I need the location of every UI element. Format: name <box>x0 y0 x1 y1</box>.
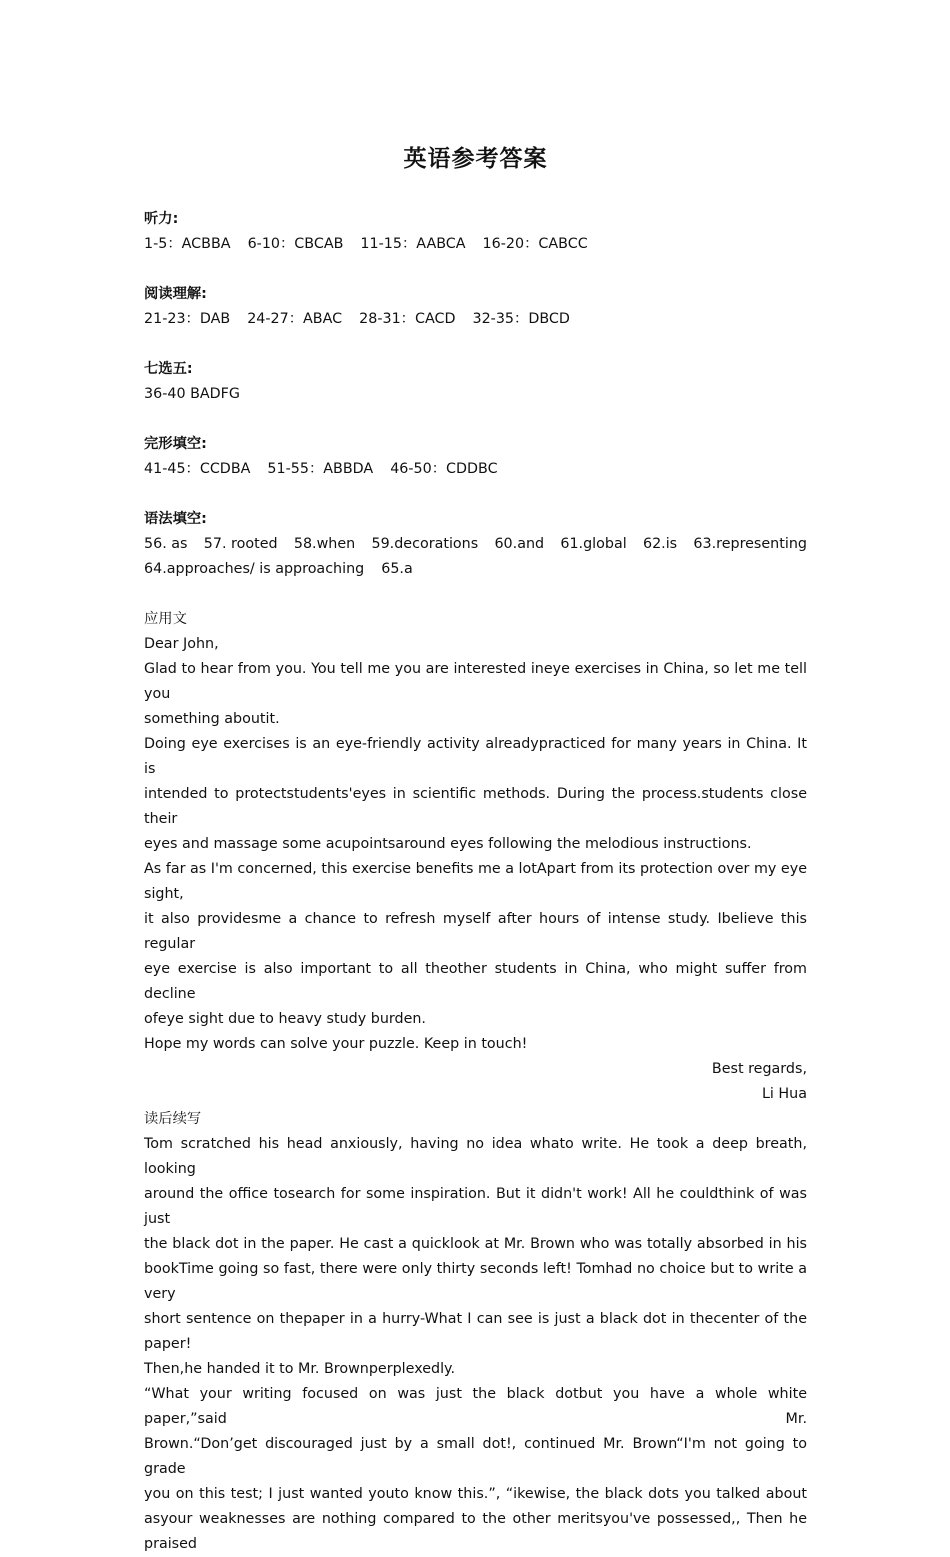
letter-line: Doing eye exercises is an eye-friendly activity alreadypracticed for many years in China. It is <box>144 736 807 777</box>
story-line: bookTime going so fast, there were only thirty seconds left! Tomhad no choice but to write a very <box>144 1261 807 1302</box>
story-line: Then,he handed it to Mr. Brownperplexedly. <box>144 1361 456 1377</box>
cloze-answers <box>144 457 807 482</box>
answer-group: 21-23：DAB <box>144 311 231 327</box>
answer-group: 6-10：CBCAB <box>247 236 344 252</box>
grammar-answer: 63.representing <box>693 536 807 552</box>
letter-line: intended to protectstudents'eyes in scientific methods. During the process.students close their <box>144 786 807 827</box>
writing-heading: 应用文 <box>144 611 187 627</box>
grammar-answer: 58.when <box>293 536 356 552</box>
answer-document <box>144 140 807 1557</box>
story-line: Tom scratched his head anxiously, having no idea whato write. He took a deep breath, looking <box>144 1136 807 1177</box>
grammar-answers-line-1 <box>144 532 807 557</box>
letter-line: something aboutit. <box>144 711 280 727</box>
story-line: you on this test; I just wanted youto know this.”, “ikewise, the black dots you talked about <box>144 1486 807 1502</box>
letter-line: eye exercise is also important to all theother students in China, who might suffer from decline <box>144 961 807 1002</box>
grammar-answer: 59.decorations <box>371 536 479 552</box>
story-line: the black dot in the paper. He cast a quicklook at Mr. Brown who was totally absorbed in his <box>144 1236 807 1252</box>
answer-group: 24-27：ABAC <box>247 311 343 327</box>
letter-line: ofeye sight due to heavy study burden. <box>144 1011 426 1027</box>
seven-choose-five-heading: 七选五: <box>144 361 193 377</box>
seven-choose-five-answers: 36-40 BADFG <box>144 386 240 402</box>
story-line: around the office tosearch for some inspiration. But it didn't work! All he couldthink of was just <box>144 1186 807 1227</box>
answer-group: 16-20：CABCC <box>482 236 588 252</box>
letter-line: Hope my words can solve your puzzle. Keep in touch! <box>144 1036 528 1052</box>
story-line: Brown.“Don’get discouraged just by a small dot!, continued Mr. Brown“I'm not going to grade <box>144 1436 807 1477</box>
letter-signature: Li Hua <box>761 1086 807 1102</box>
answer-group: 28-31：CACD <box>359 311 456 327</box>
grammar-answer: 62.is <box>642 536 678 552</box>
reading-answers <box>144 307 807 332</box>
letter-line: eyes and massage some acupointsaround eyes following the melodious instructions. <box>144 836 752 852</box>
letter-line: it also providesme a chance to refresh myself after hours of intense study. Ibelieve this regular <box>144 911 807 952</box>
answer-group: 41-45：CCDBA <box>144 461 251 477</box>
grammar-answer: 56. as <box>144 536 188 552</box>
answer-group: 11-15：AABCA <box>360 236 466 252</box>
reading-heading: 阅读理解: <box>144 286 207 302</box>
letter-closing: Best regards, <box>711 1061 807 1077</box>
grammar-answer: 64.approaches/ is approaching <box>144 561 365 577</box>
answer-group: 1-5：ACBBA <box>144 236 231 252</box>
story-line: short sentence on thepaper in a hurry-What I can see is just a black dot in thecenter of the paper! <box>144 1311 807 1352</box>
letter-line: Glad to hear from you. You tell me you are interested ineye exercises in China, so let me tell you <box>144 661 807 702</box>
grammar-answer: 60.and <box>494 536 545 552</box>
letter-line: Dear John, <box>144 636 219 652</box>
listening-answers <box>144 232 807 257</box>
answer-group: 51-55：ABBDA <box>267 461 374 477</box>
grammar-answers-line-2 <box>144 557 807 582</box>
answer-group: 32-35：DBCD <box>472 311 570 327</box>
letter-line: As far as I'm concerned, this exercise benefits me a lotApart from its protection over my eye sight, <box>144 861 807 902</box>
page-title: 英语参考答案 <box>403 146 548 172</box>
listening-heading: 听力: <box>144 211 179 227</box>
answer-group: 46-50：CDDBC <box>390 461 498 477</box>
grammar-answer: 57. rooted <box>203 536 278 552</box>
continuation-heading: 读后续写 <box>144 1111 202 1127</box>
cloze-heading: 完形填空: <box>144 436 207 452</box>
story-line: “What your writing focused on was just the black dotbut you have a whole white paper,”said Mr. <box>144 1386 807 1427</box>
grammar-answer: 61.global <box>560 536 627 552</box>
grammar-heading: 语法填空: <box>144 511 207 527</box>
grammar-answer: 65.a <box>381 561 413 577</box>
story-line: asyour weaknesses are nothing compared to the other meritsyou've possessed,, Then he praised <box>144 1511 807 1552</box>
